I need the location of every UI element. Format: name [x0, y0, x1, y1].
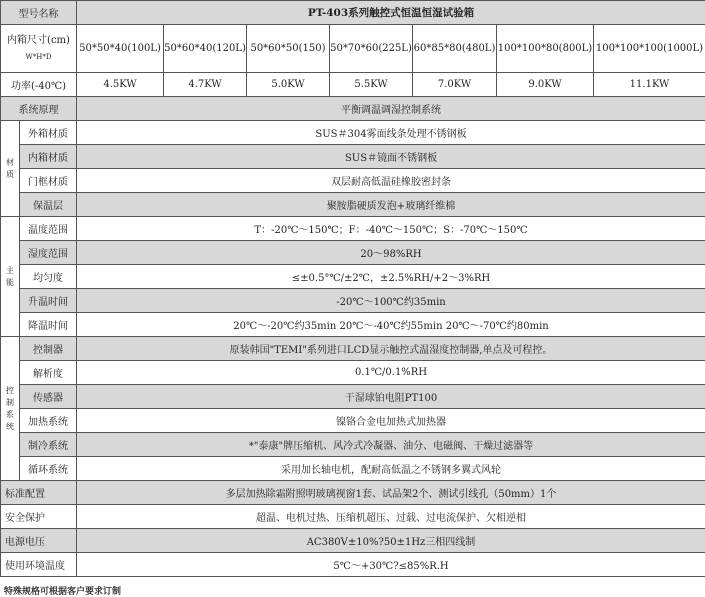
- footnote: 特殊规格可根据客户要求订制: [4, 584, 121, 597]
- dims-label: 内箱尺寸(cm): [1, 33, 76, 49]
- row-value: AC380V±10%?50±1Hz三相四线制: [77, 529, 705, 553]
- power-value: 9.0KW: [497, 73, 594, 97]
- footer-row: [1, 481, 705, 505]
- dims-value: 100*100*100(1000L): [594, 25, 705, 73]
- power-value: 4.5KW: [77, 73, 164, 97]
- control-row: [1, 433, 705, 457]
- dims-sublabel: W*H*D: [1, 49, 76, 65]
- group-char: 统: [1, 421, 19, 433]
- row-label: 安全保护: [1, 505, 77, 529]
- row-value: 超温、电机过热、压缩机超压、过载、过电流保护、欠相逆相: [77, 505, 705, 529]
- dims-value: 50*60*50(150): [247, 25, 330, 73]
- material-group-label: [1, 121, 20, 217]
- control-row: [1, 409, 705, 433]
- page-title: PT-403系列触控式恒温恒湿试验箱: [77, 1, 705, 25]
- row-label: 标准配置: [1, 481, 77, 505]
- spec-row: [1, 265, 705, 289]
- control-row: [1, 457, 705, 481]
- material-row: [1, 169, 705, 193]
- power-value: 5.5KW: [330, 73, 413, 97]
- dims-value: 50*70*60(225L): [330, 25, 413, 73]
- material-row: [1, 121, 705, 145]
- spec-row: [1, 313, 705, 337]
- row-value: 干湿球铂电阻PT100: [77, 385, 705, 409]
- row-value: 20℃～-20℃约35min 20℃～-40℃约55min 20℃～-70℃约80min: [77, 313, 705, 337]
- footer-row: [1, 553, 705, 577]
- row-value: 镍铬合金电加热式加热器: [77, 409, 705, 433]
- dims-value: 60*85*80(480L): [413, 25, 497, 73]
- control-row: [1, 337, 705, 361]
- row-label: 外箱材质: [20, 121, 77, 145]
- row-value: -20℃～100℃约35min: [77, 289, 705, 313]
- group-char: 质: [1, 169, 19, 181]
- row-label: 控制器: [20, 337, 77, 361]
- dims-label-cell: [1, 25, 77, 73]
- row-label: 使用环境温度: [1, 553, 77, 577]
- system-row: [1, 97, 705, 121]
- row-value: 0.1℃/0.1%RH: [77, 361, 705, 385]
- power-row: [1, 73, 705, 97]
- row-value: 5℃～+30℃?≤85%R.H: [77, 553, 705, 577]
- row-value: 双层耐高低温硅橡胶密封条: [77, 169, 705, 193]
- row-value: T：-20℃～150℃；F：-40℃～150℃；S：-70℃～150℃: [77, 217, 705, 241]
- control-row: [1, 361, 705, 385]
- spec-row: [1, 217, 705, 241]
- dims-value: 50*60*40(120L): [164, 25, 247, 73]
- row-label: 电源电压: [1, 529, 77, 553]
- power-value: 5.0KW: [247, 73, 330, 97]
- control-group-label: [1, 337, 20, 481]
- dims-value: 50*50*40(100L): [77, 25, 164, 73]
- control-row: [1, 385, 705, 409]
- dims-row: [1, 25, 705, 73]
- footer-row: [1, 505, 705, 529]
- spec-row: [1, 289, 705, 313]
- power-value: 7.0KW: [413, 73, 497, 97]
- row-label: 内箱材质: [20, 145, 77, 169]
- row-label: 门框材质: [20, 169, 77, 193]
- group-char: 材: [1, 157, 19, 169]
- row-label: 解析度: [20, 361, 77, 385]
- row-label: 制冷系统: [20, 433, 77, 457]
- group-char: 主: [1, 265, 19, 277]
- row-label: 加热系统: [20, 409, 77, 433]
- row-value: ≤±0.5°℃/±2℃，±2.5%RH/+2～3%RH: [77, 265, 705, 289]
- model-label: 型号名称: [1, 1, 77, 25]
- material-row: [1, 145, 705, 169]
- row-label: 均匀度: [20, 265, 77, 289]
- row-value: 20～98%RH: [77, 241, 705, 265]
- group-char: 能: [1, 277, 19, 289]
- row-label: 湿度范围: [20, 241, 77, 265]
- spec-group-label: [1, 217, 20, 337]
- group-char: 制: [1, 397, 19, 409]
- power-value: 4.7KW: [164, 73, 247, 97]
- material-row: [1, 193, 705, 217]
- system-label: 系统原理: [1, 97, 77, 121]
- row-value: 采用加长轴电机，配耐高低温之不锈钢多翼式风轮: [77, 457, 705, 481]
- row-label: 保温层: [20, 193, 77, 217]
- title-row: [1, 1, 705, 25]
- power-label: 功率(-40℃): [1, 73, 77, 97]
- row-value: *"泰康"牌压缩机、风冷式冷凝器、油分、电磁阀、干燥过滤器等: [77, 433, 705, 457]
- row-label: 循环系统: [20, 457, 77, 481]
- footer-row: [1, 529, 705, 553]
- spec-row: [1, 241, 705, 265]
- row-value: 原装韩国"TEMI"系列进口LCD显示触控式温湿度控制器,单点及可程控。: [77, 337, 705, 361]
- row-label: 温度范围: [20, 217, 77, 241]
- system-value: 平衡调温调湿控制系统: [77, 97, 705, 121]
- row-value: SUS＃304雾面线条处理不锈钢板: [77, 121, 705, 145]
- row-label: 升温时间: [20, 289, 77, 313]
- group-char: 系: [1, 409, 19, 421]
- row-value: 聚胺脂硬质发泡+玻璃纤维棉: [77, 193, 705, 217]
- dims-value: 100*100*80(800L): [497, 25, 594, 73]
- power-value: 11.1KW: [594, 73, 705, 97]
- row-value: 多层加热除霜附照明玻璃视窗1套、试品架2个、测试引线孔（50mm）1个: [77, 481, 705, 505]
- group-char: 控: [1, 385, 19, 397]
- row-value: SUS＃镜面不锈钢板: [77, 145, 705, 169]
- row-label: 传感器: [20, 385, 77, 409]
- row-label: 降温时间: [20, 313, 77, 337]
